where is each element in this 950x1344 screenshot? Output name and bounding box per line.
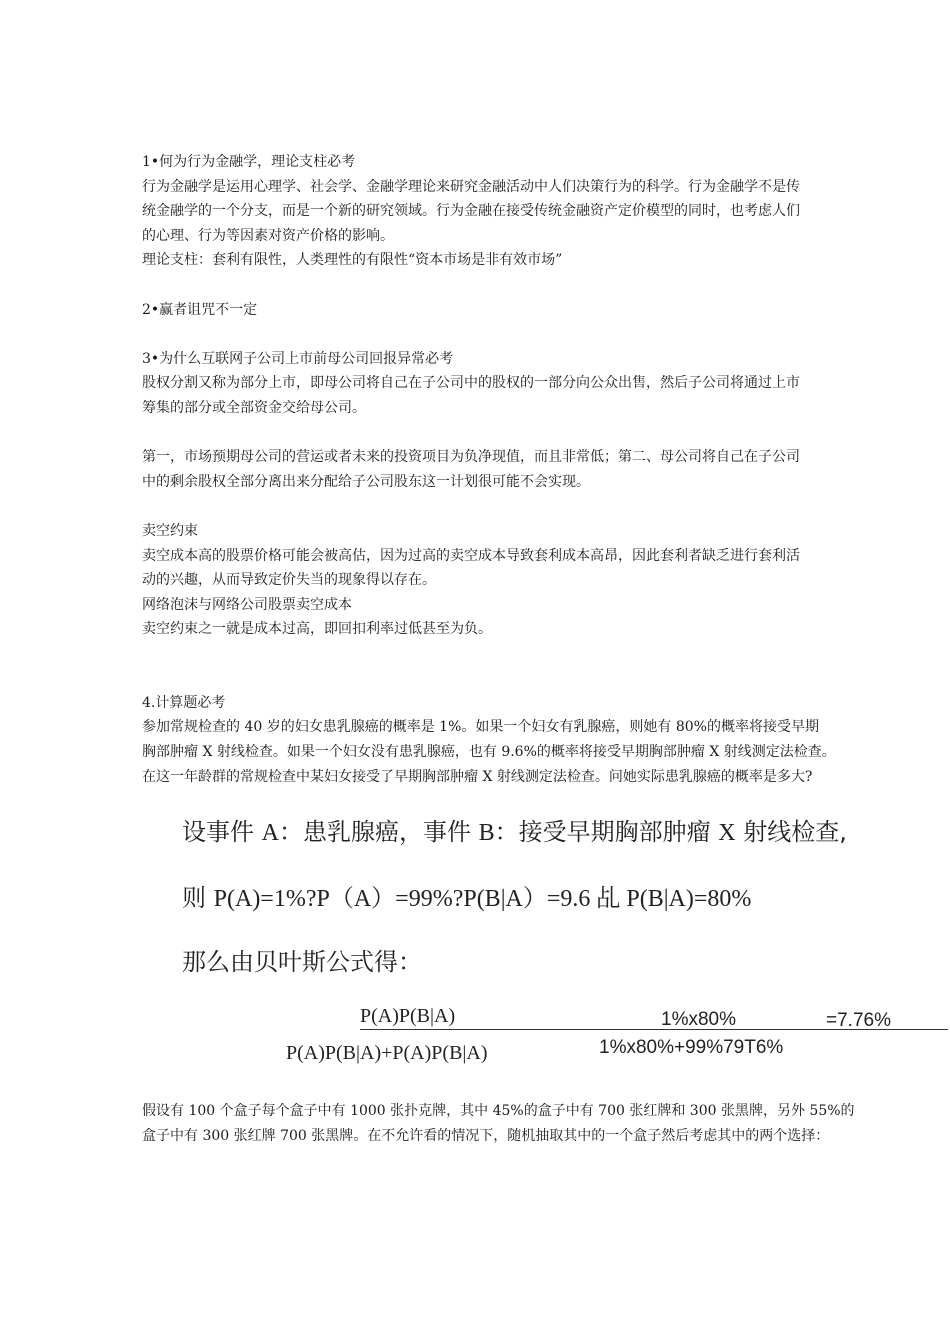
section-3-text: 卖空约束之一就是成本过高，即回扣利率过低甚至为负。	[142, 621, 492, 638]
section-1-text: 的心理、行为等因素对资产价格的影响。	[142, 227, 394, 244]
section-3-text: 股权分割又称为部分上市，即母公司将自己在子公司中的股权的一部分向公众出售，然后子公司将通过上市	[142, 375, 800, 392]
section-3-text: 第一，市场预期母公司的营运或者未来的投资项目为负净现值，而且非常低；第二、母公司将自己在子公司	[142, 449, 800, 466]
section-1-title: 1•何为行为金融学，理论支柱必考	[142, 154, 356, 170]
fraction-denominator-value: 1%x80%+99%79T6%	[599, 1037, 784, 1058]
fraction-numerator-value: 1%x80%	[661, 1009, 736, 1030]
problem-2	[142, 1099, 948, 1148]
document-body	[142, 150, 942, 789]
section-4-text: 参加常规检查的 40 岁的妇女患乳腺癌的概率是 1%。如果一个妇女有乳腺癌，则她有 80%的概率将接受早期	[142, 719, 819, 736]
section-3-subheading: 卖空约束	[142, 522, 198, 539]
section-3-text: 动的兴趣，从而导致定价失当的现象得以存在。	[142, 572, 436, 589]
problem-2-text: 盒子中有 300 张红牌 700 张黑牌。在不允许看的情况下，随机抽取其中的一个盒子然后考虑其中的两个选择：	[142, 1127, 830, 1144]
section-1-text: 理论支柱：套利有限性，人类理性的有限性“资本市场是非有效市场”	[142, 252, 563, 269]
solution-line-2: 则 P(A)=1%?P（A）=99%?P(B|A）=9.6 乩 P(B|A)=80%	[182, 884, 752, 912]
section-3-subheading: 网络泡沫与网络公司股票卖空成本	[142, 596, 352, 613]
solution-line-1: 设事件 A：患乳腺癌，事件 B：接受早期胸部肿瘤 X 射线检查,	[182, 818, 847, 846]
section-1-text: 统金融学的一个分支，而是一个新的研究领域。行为金融在接受传统金融资产定价模型的同时，也考虑人们	[142, 203, 800, 220]
section-4-text: 胸部肿瘤 X 射线检查。如果一个妇女没有患乳腺癌，也有 9.6%的概率将接受早期胸部肿瘤 X 射线测定法检查。	[142, 744, 836, 761]
section-3-text: 卖空成本高的股票价格可能会被高估，因为过高的卖空成本导致套利成本高昂，因此套利者缺乏进行套利活	[142, 547, 800, 564]
section-4-title: 4.计算题必考	[142, 694, 226, 711]
fraction-denominator-formula: P(A)P(B|A)+P(A)P(B|A)	[286, 1042, 488, 1064]
section-3-text: 筹集的部分或全部资金交给母公司。	[142, 399, 366, 416]
section-2-title: 2•赢者诅咒不一定	[142, 301, 258, 318]
section-1-text: 行为金融学是运用心理学、社会学、金融学理论来研究金融活动中人们决策行为的科学。行为金融学不是传	[142, 178, 800, 195]
solution-line-3: 那么由贝叶斯公式得：	[182, 948, 422, 976]
problem-2-text: 假设有 100 个盒子每个盒子中有 1000 张扑克牌，其中 45%的盒子中有 700 张红牌和 300 张黑牌，另外 55%的	[142, 1103, 855, 1119]
section-3-text: 中的剩余股权全部分离出来分配给子公司股东这一计划很可能不会实现。	[142, 473, 590, 490]
fraction-numerator-formula: P(A)P(B|A)	[360, 1005, 456, 1027]
section-4-text: 在这一年龄群的常规检查中某妇女接受了早期胸部肿瘤 X 射线测定法检查。问她实际患乳腺癌的概率是多大?	[142, 768, 813, 785]
fraction-result: =7.76%	[826, 1010, 891, 1031]
fraction-bar	[360, 1029, 948, 1030]
section-3-title: 3•为什么互联网子公司上市前母公司回报异常必考	[142, 350, 454, 367]
